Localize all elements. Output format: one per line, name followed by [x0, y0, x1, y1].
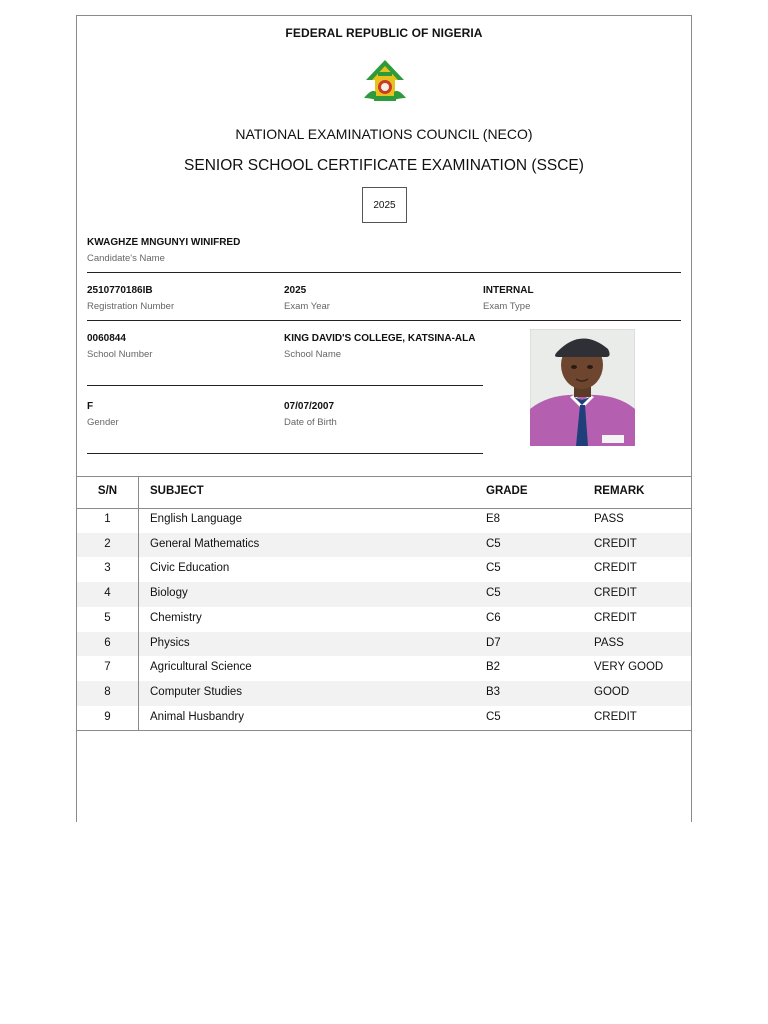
header-subject: SUBJECT [150, 485, 204, 497]
divider [87, 453, 483, 454]
sn-column-divider [138, 476, 139, 730]
neco-crest-icon [360, 58, 410, 104]
school-number: 0060844 [87, 333, 126, 344]
exam-year-label: Exam Year [284, 301, 330, 312]
registration-number: 2510770186IB [87, 285, 153, 296]
cell-remark: CREDIT [594, 611, 637, 624]
exam-type: INTERNAL [483, 285, 534, 296]
cell-grade: D7 [486, 636, 501, 649]
cell-sn: 7 [104, 661, 111, 674]
table-row [77, 508, 691, 533]
cell-remark: CREDIT [594, 562, 637, 575]
header-sn: S/N [97, 485, 118, 497]
table-row [77, 582, 691, 607]
table-row [77, 681, 691, 706]
gender-field [87, 400, 119, 429]
table-row [77, 656, 691, 681]
school-number-label: School Number [87, 349, 153, 360]
header-grade: GRADE [486, 485, 528, 497]
table-row [77, 557, 691, 582]
cell-subject: Agricultural Science [150, 661, 252, 674]
candidate-name: KWAGHZE MNGUNYI WINIFRED [87, 237, 241, 248]
cell-grade: C5 [486, 562, 501, 575]
registration-label: Registration Number [87, 301, 175, 312]
cell-grade: C5 [486, 587, 501, 600]
divider [87, 385, 483, 386]
cell-grade: C5 [486, 710, 501, 723]
table-header [77, 476, 691, 509]
candidate-name-field [87, 236, 240, 265]
school-name-field [284, 332, 475, 361]
table-row [77, 706, 691, 731]
header-remark: REMARK [594, 485, 645, 497]
divider [87, 320, 681, 321]
cell-grade: B3 [486, 685, 501, 698]
table-row [77, 607, 691, 632]
exam-year: 2025 [284, 285, 307, 296]
school-name: KING DAVID'S COLLEGE, KATSINA-ALA [284, 333, 476, 344]
cell-subject: English Language [150, 513, 243, 525]
cell-remark: CREDIT [594, 710, 637, 723]
cell-sn: 5 [104, 611, 111, 624]
result-sheet [76, 15, 692, 822]
cell-sn: 3 [104, 562, 111, 575]
cell-grade: E8 [486, 513, 501, 525]
cell-sn: 4 [104, 587, 111, 600]
candidate-name-label: Candidate's Name [87, 253, 165, 264]
exam-year-field [284, 284, 330, 313]
divider [87, 272, 681, 273]
candidate-photo [530, 329, 635, 446]
cell-remark: CREDIT [594, 587, 637, 600]
dob: 07/07/2007 [284, 401, 335, 412]
council-heading: NATIONAL EXAMINATIONS COUNCIL (NECO) [235, 126, 533, 142]
cell-remark: VERY GOOD [594, 661, 664, 674]
cell-remark: GOOD [594, 685, 630, 698]
cell-sn: 6 [104, 636, 111, 649]
table-row [77, 632, 691, 657]
cell-remark: PASS [594, 513, 624, 525]
cell-subject: Computer Studies [150, 685, 243, 698]
cell-sn: 8 [104, 685, 111, 698]
cell-sn: 9 [104, 710, 111, 723]
school-number-field [87, 332, 152, 361]
cell-sn: 2 [104, 537, 111, 550]
cell-subject: Biology [150, 587, 188, 600]
cell-grade: C6 [486, 611, 501, 624]
dob-label: Date of Birth [284, 417, 337, 428]
year-box: 2025 [362, 187, 407, 223]
exam-type-label: Exam Type [483, 301, 531, 312]
cell-grade: B2 [486, 661, 501, 674]
registration-field [87, 284, 174, 313]
gender: F [87, 401, 94, 412]
exam-title: SENIOR SCHOOL CERTIFICATE EXAMINATION (SSCE) [184, 157, 584, 174]
gender-label: Gender [87, 417, 119, 428]
school-name-label: School Name [284, 349, 342, 360]
dob-field [284, 400, 337, 429]
cell-remark: CREDIT [594, 537, 637, 550]
cell-subject: General Mathematics [150, 537, 260, 550]
cell-subject: Chemistry [150, 611, 202, 624]
cell-remark: PASS [594, 636, 624, 649]
exam-type-field [483, 284, 534, 313]
republic-heading: FEDERAL REPUBLIC OF NIGERIA [285, 26, 483, 40]
cell-sn: 1 [104, 513, 111, 525]
cell-subject: Physics [150, 636, 190, 649]
table-bottom-border [77, 730, 691, 731]
cell-grade: C5 [486, 537, 501, 550]
cell-subject: Animal Husbandry [150, 710, 244, 723]
table-row [77, 533, 691, 558]
cell-subject: Civic Education [150, 562, 230, 575]
